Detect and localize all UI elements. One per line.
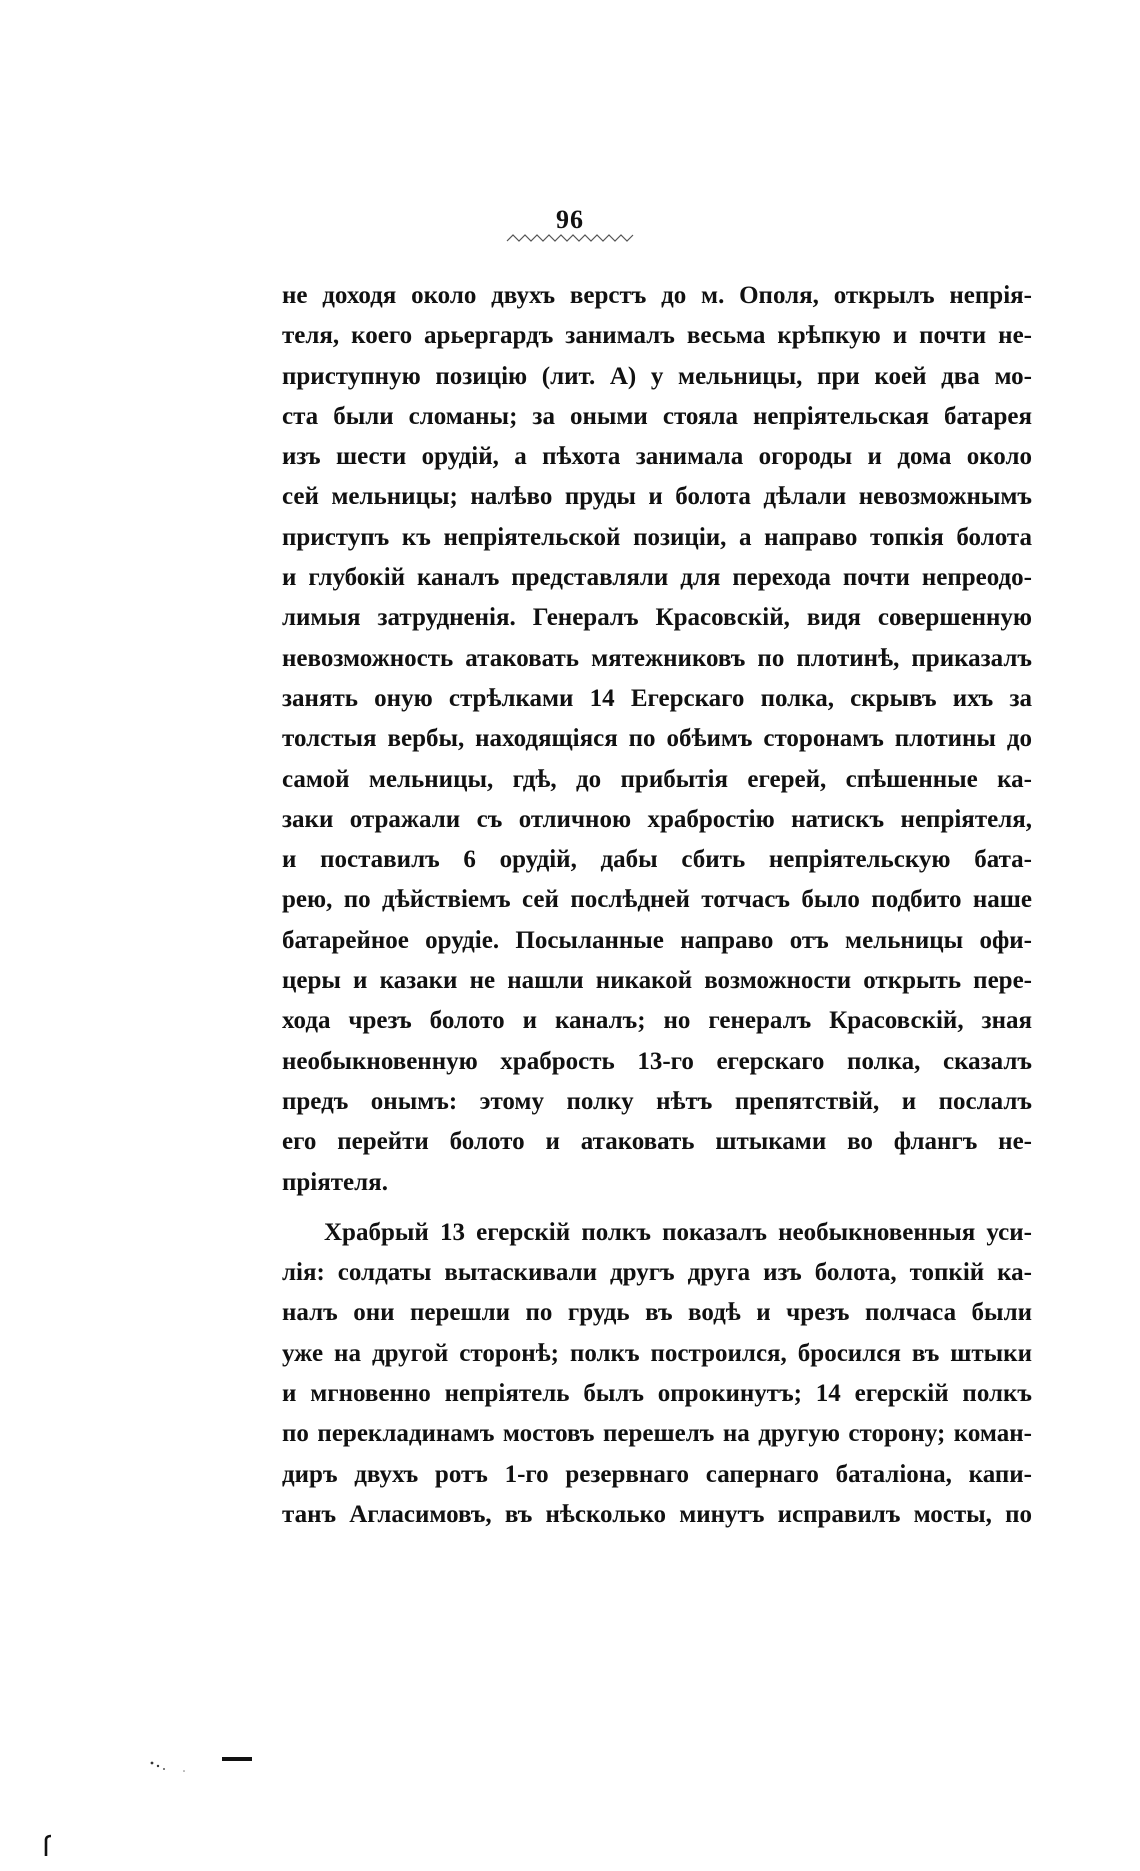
- text-line: пріятеля.: [282, 1168, 388, 1196]
- text-line: батарейное орудіе. Посыланные направо отъ мельницы офи-: [282, 926, 1032, 954]
- text-line: хода чрезъ болото и каналъ; но генералъ Красовскій, зная: [282, 1007, 1032, 1035]
- text-line: рею, по дѣйствіемъ сей послѣдней тотчасъ было подбито наше: [282, 886, 1032, 914]
- body-text: [282, 276, 1032, 1535]
- text-line: диръ двухъ ротъ 1-го резервнаго сапернаго баталіона, капи-: [282, 1460, 1032, 1488]
- text-line: предъ онымъ: этому полку нѣтъ препятствій, и послалъ: [282, 1087, 1032, 1115]
- text-line: изъ шести орудій, а пѣхота занимала огороды и дома около: [282, 443, 1032, 471]
- text-line: танъ Агласимовъ, въ нѣсколько минутъ исправилъ мосты, по: [282, 1500, 1032, 1528]
- text-line: уже на другой сторонѣ; полкъ построился, бросился въ штыки: [282, 1339, 1032, 1367]
- text-line: теля, коего арьергардъ занималъ весьма крѣпкую и почти не-: [282, 322, 1032, 350]
- text-line: лимыя затрудненія. Генералъ Красовскій, видя совершенную: [282, 604, 1032, 632]
- text-line: невозможность атаковать мятежниковъ по плотинѣ, приказалъ: [282, 644, 1032, 672]
- page-number: 96: [556, 205, 584, 234]
- text-line: церы и казаки не нашли никакой возможности открыть пере-: [282, 967, 1032, 995]
- text-line: не доходя около двухъ верстъ до м. Ополя, открылъ непрія-: [282, 282, 1032, 309]
- text-line: по перекладинамъ мостовъ перешелъ на другую сторону; коман-: [282, 1420, 1032, 1448]
- text-line: и поставилъ 6 орудій, дабы сбить непріятельскую бата-: [282, 846, 1032, 874]
- text-line: приступную позицію (лит. А) у мельницы, при коей два мо-: [282, 362, 1032, 390]
- scan-specks: [148, 1760, 188, 1774]
- text-line: приступъ къ непріятельской позиціи, а направо топкія болота: [282, 523, 1032, 551]
- text-line: сей мельницы; налѣво пруды и болота дѣлали невозможнымъ: [282, 483, 1032, 511]
- text-line: Храбрый 13 егерскій полкъ показалъ необыкновенныя уси-: [324, 1218, 1032, 1246]
- ornament-divider: [505, 232, 635, 244]
- text-line: самой мельницы, гдѣ, до прибытія егерей, спѣшенные ка-: [282, 765, 1032, 793]
- text-line: его перейти болото и атаковать штыками во флангъ не-: [282, 1128, 1032, 1156]
- text-line: и глубокій каналъ представляли для перехода почти непреодо-: [282, 564, 1032, 592]
- paragraph-gap: [282, 1203, 1032, 1213]
- text-line: и мгновенно непріятель былъ опрокинутъ; 14 егерскій полкъ: [282, 1380, 1032, 1408]
- text-line: заки отражали съ отличною храбростію натискъ непріятеля,: [282, 805, 1032, 833]
- text-line: налъ они перешли по грудь въ водѣ и чрезъ полчаса были: [282, 1299, 1032, 1327]
- text-line: ста были сломаны; за оными стояла непріятельская батарея: [282, 402, 1032, 430]
- text-line: занять оную стрѣлками 14 Егерскаго полка, скрывъ ихъ за: [282, 684, 1032, 712]
- scan-corner-mark: [42, 1834, 54, 1858]
- text-line: необыкновенную храбрость 13-го егерскаго полка, сказалъ: [282, 1047, 1032, 1075]
- text-line: лія: солдаты вытаскивали другъ друга изъ болота, топкій ка-: [282, 1259, 1032, 1287]
- scan-dash-mark: [222, 1757, 252, 1761]
- text-line: толстыя вербы, находящіяся по обѣимъ сторонамъ плотины до: [282, 725, 1032, 753]
